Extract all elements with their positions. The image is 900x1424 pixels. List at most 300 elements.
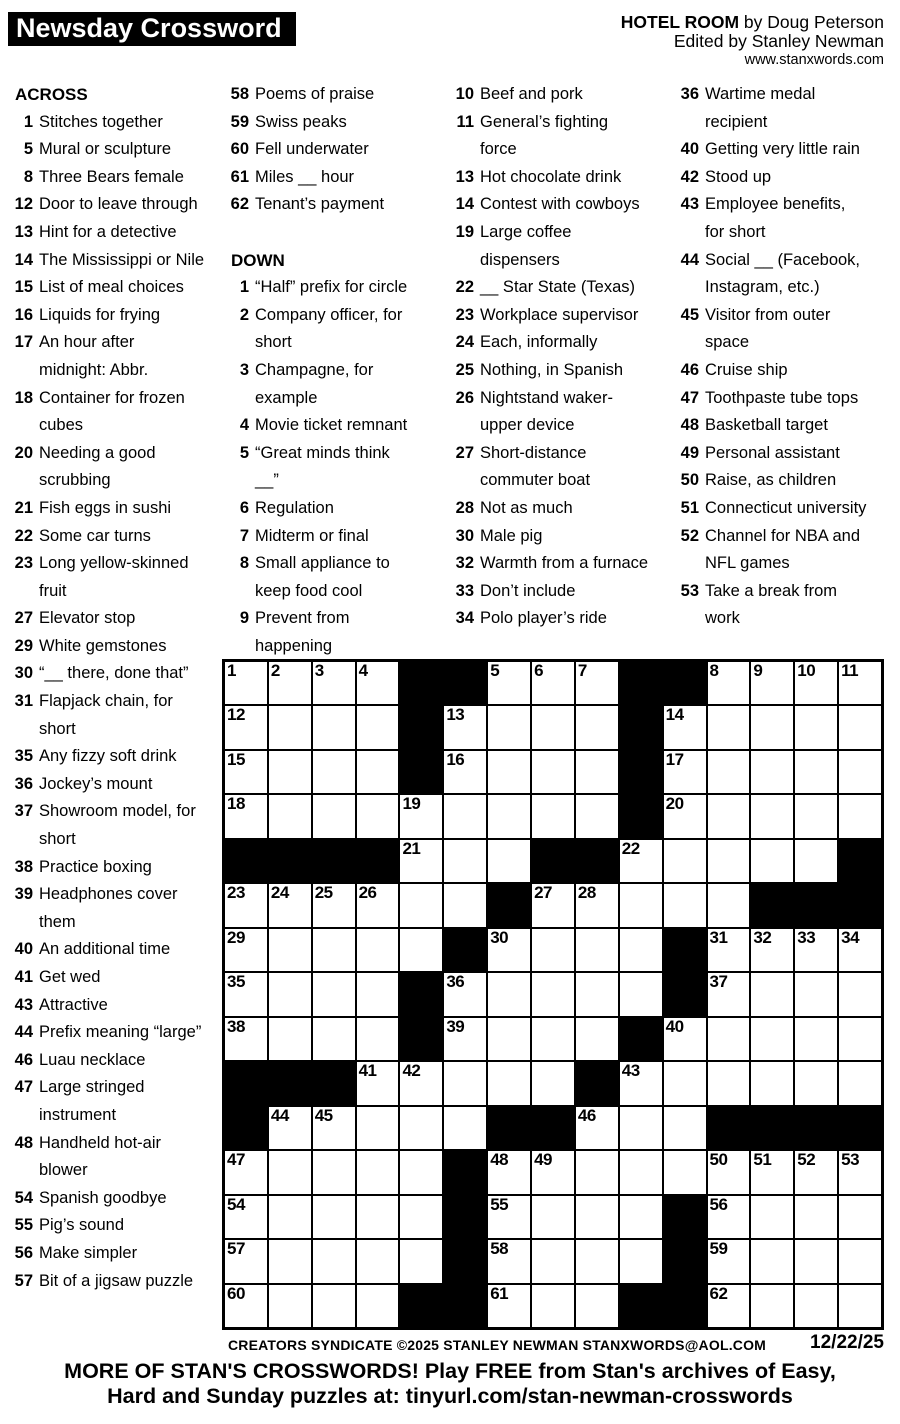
grid-cell[interactable] [619,1106,663,1150]
clue-number: 45 [680,305,699,324]
grid-cell[interactable] [750,661,794,705]
grid-cell[interactable] [399,928,443,972]
grid-cell[interactable] [531,1195,575,1239]
clue-across-36 [12,771,205,799]
clue-text: Door to leave through [39,195,198,214]
grid-cell[interactable] [487,1195,531,1239]
grid-cell[interactable] [575,1284,619,1328]
grid-cell[interactable] [224,661,268,705]
grid-cell[interactable] [575,1017,619,1061]
grid-cell[interactable] [619,1195,663,1239]
cell-number: 14 [665,705,684,725]
cell-number: 43 [621,1061,640,1081]
grid-cell[interactable] [531,705,575,749]
grid-cell[interactable] [268,1106,312,1150]
clue-number: 14 [455,195,474,214]
grid-cell[interactable] [707,839,751,883]
grid-cell[interactable] [750,750,794,794]
grid-cell[interactable] [312,1150,356,1194]
grid-cell[interactable] [838,1017,882,1061]
grid-cell[interactable] [312,1106,356,1150]
clue-number: 1 [239,278,249,297]
grid-cell[interactable] [443,1017,487,1061]
clue-down-45 [678,302,868,357]
grid-cell[interactable] [487,750,531,794]
grid-cell[interactable] [750,1061,794,1105]
grid-cell-black [619,1017,663,1061]
clue-number: 37 [14,802,33,821]
clue-number: 46 [14,1050,33,1069]
grid-cell-black [838,883,882,927]
grid-cell[interactable] [399,883,443,927]
cell-number: 18 [227,794,245,814]
grid-cell[interactable] [224,1017,268,1061]
clue-text: Company officer, for short [255,305,403,352]
clue-number: 54 [14,1188,33,1207]
grid-cell[interactable] [224,1195,268,1239]
cell-number: 26 [358,883,377,903]
clue-text: Personal assistant [705,443,840,462]
grid-cell[interactable] [268,972,312,1016]
grid-cell[interactable] [268,1284,312,1328]
clue-text: Fish eggs in sushi [39,498,172,517]
grid-cell[interactable] [268,661,312,705]
cell-number: 12 [227,705,245,725]
grid-cell[interactable] [838,1061,882,1105]
grid-cell-black [575,1061,619,1105]
grid-cell[interactable] [794,1284,838,1328]
grid-cell[interactable] [531,750,575,794]
clue-column-across [12,81,205,1295]
grid-cell[interactable] [619,839,663,883]
grid-cell[interactable] [575,883,619,927]
clue-across-29 [12,633,205,661]
grid-cell[interactable] [663,839,707,883]
grid-cell[interactable] [575,1195,619,1239]
grid-cell[interactable] [224,883,268,927]
cell-number: 7 [577,661,587,680]
grid-cell[interactable] [750,839,794,883]
grid-cell[interactable] [619,1150,663,1194]
grid-cell[interactable] [750,972,794,1016]
grid-cell-black [399,1017,443,1061]
promo-line-2: Hard and Sunday puzzles at: tinyurl.com/stan-newman-crosswords [107,1384,793,1408]
clue-down-43 [678,191,868,246]
clue-number: 57 [14,1271,33,1290]
clue-number: 22 [455,278,474,297]
grid-cell[interactable] [312,794,356,838]
grid-cell[interactable] [224,705,268,749]
clue-number: 48 [14,1133,33,1152]
clue-down-44 [678,247,868,302]
clue-text: Hint for a detective [39,222,177,241]
grid-cell[interactable] [487,839,531,883]
grid-cell[interactable] [575,794,619,838]
cell-number: 1 [227,661,236,680]
grid-cell[interactable] [575,928,619,972]
grid-cell[interactable] [663,1017,707,1061]
grid-cell[interactable] [224,928,268,972]
cell-number: 41 [358,1061,377,1081]
grid-cell[interactable] [356,1106,400,1150]
clue-text: Swiss peaks [255,112,347,131]
clue-text: Bit of a jigsaw puzzle [39,1271,194,1290]
clue-number: 47 [680,388,699,407]
grid-cell-black [356,839,400,883]
clue-down-48 [678,412,868,440]
grid-cell[interactable] [794,928,838,972]
grid-cell[interactable] [268,1017,312,1061]
grid-cell[interactable] [356,928,400,972]
clue-text: Flapjack chain, for short [39,692,173,738]
clue-number: 61 [230,167,249,186]
grid-cell[interactable] [794,1017,838,1061]
clue-number: 12 [14,195,33,214]
clue-text: Channel for NBA and NFL games [705,526,861,573]
grid-cell[interactable] [224,794,268,838]
grid-cell[interactable] [707,794,751,838]
clue-number: 2 [239,305,249,324]
clue-text: Elevator stop [39,609,136,628]
clue-text: Three Bears female [39,167,184,186]
clue-across-54 [12,1185,205,1213]
grid-cell[interactable] [794,1150,838,1194]
grid-cell[interactable] [224,1239,268,1283]
grid-cell[interactable] [399,1061,443,1105]
grid-cell[interactable] [487,794,531,838]
grid-cell[interactable] [356,883,400,927]
grid-cell[interactable] [268,750,312,794]
clue-text: Midterm or final [255,526,369,545]
grid-cell-black [794,1106,838,1150]
grid-cell[interactable] [794,1239,838,1283]
grid-cell[interactable] [224,1150,268,1194]
grid-cell[interactable] [707,883,751,927]
grid-cell[interactable] [663,1150,707,1194]
clue-text: Tenant’s payment [255,195,385,214]
grid-cell[interactable] [399,1106,443,1150]
clue-down-7 [228,523,418,551]
clue-across-37 [12,798,205,853]
grid-cell[interactable] [399,839,443,883]
grid-cell[interactable] [663,883,707,927]
grid-cell[interactable] [750,928,794,972]
grid-cell-black [531,1106,575,1150]
grid-cell[interactable] [794,705,838,749]
grid-cell[interactable] [312,705,356,749]
clue-text: Small appliance to keep food cool [255,554,390,600]
grid-cell[interactable] [707,661,751,705]
grid-cell[interactable] [443,1061,487,1105]
grid-cell[interactable] [838,794,882,838]
grid-cell[interactable] [312,661,356,705]
grid-cell[interactable] [838,1284,882,1328]
clue-across-55 [12,1212,205,1240]
grid-cell[interactable] [268,1239,312,1283]
grid-cell[interactable] [750,1017,794,1061]
grid-cell[interactable] [838,972,882,1016]
clue-down-32 [453,550,649,578]
grid-cell[interactable] [268,928,312,972]
clue-number: 53 [680,581,699,600]
grid-cell[interactable] [356,972,400,1016]
clue-number: 60 [230,140,249,159]
grid-cell[interactable] [575,705,619,749]
grid-cell[interactable] [707,1150,751,1194]
cell-number: 36 [446,972,465,992]
grid-cell[interactable] [619,972,663,1016]
clue-text: Make simpler [39,1243,138,1262]
clue-number: 7 [239,526,249,545]
grid-cell[interactable] [531,972,575,1016]
clue-across-23 [12,550,205,605]
grid-cell[interactable] [750,1150,794,1194]
clue-number: 56 [14,1243,33,1262]
clue-text: Liquids for frying [39,305,161,324]
clue-down-6 [228,495,418,523]
grid-cell[interactable] [356,794,400,838]
masthead-title: Newsday Crossword [8,12,296,46]
grid-cell[interactable] [575,1150,619,1194]
grid-cell[interactable] [707,928,751,972]
grid-cell[interactable] [838,661,882,705]
clue-number: 62 [230,195,249,214]
cell-number: 49 [534,1150,552,1170]
grid-cell[interactable] [619,928,663,972]
grid-cell[interactable] [794,839,838,883]
grid-cell[interactable] [619,883,663,927]
grid-cell[interactable] [443,1106,487,1150]
grid-cell[interactable] [663,1061,707,1105]
grid-cell[interactable] [794,794,838,838]
grid-cell[interactable] [443,972,487,1016]
clue-section-header-across: ACROSS [15,85,88,104]
grid-cell[interactable] [707,1061,751,1105]
grid-cell[interactable] [399,1239,443,1283]
grid-cell[interactable] [531,1017,575,1061]
grid-cell[interactable] [707,750,751,794]
clue-text: Raise, as children [705,471,837,490]
grid-cell[interactable] [794,1061,838,1105]
grid-cell[interactable] [838,928,882,972]
grid-cell[interactable] [707,1239,751,1283]
grid-cell[interactable] [312,1017,356,1061]
grid-cell[interactable] [224,972,268,1016]
grid-cell[interactable] [750,705,794,749]
grid-cell[interactable] [356,705,400,749]
cell-number: 56 [709,1194,728,1214]
grid-cell[interactable] [707,972,751,1016]
grid-cell[interactable] [356,1239,400,1283]
cell-number: 62 [709,1283,728,1303]
clue-down-9 [228,605,418,660]
grid-cell[interactable] [312,1195,356,1239]
clue-text: Nightstand waker-upper device [480,388,613,435]
clue-number: 46 [680,360,699,379]
clue-text: Employee benefits, for short [705,195,846,241]
grid-cell[interactable] [838,1195,882,1239]
grid-cell[interactable] [443,705,487,749]
clue-number: 18 [14,388,33,407]
grid-cell[interactable] [838,1239,882,1283]
clue-text: Needing a good scrubbing [39,443,156,490]
clue-down-27 [453,440,649,495]
grid-cell[interactable] [312,928,356,972]
cell-number: 32 [753,927,772,947]
grid-cell[interactable] [487,972,531,1016]
grid-cell[interactable] [487,1017,531,1061]
cell-number: 3 [314,661,324,680]
grid-cell[interactable] [619,1061,663,1105]
grid-cell[interactable] [838,705,882,749]
cell-number: 30 [490,927,509,947]
grid-cell[interactable] [487,1239,531,1283]
grid-cell[interactable] [487,1284,531,1328]
grid-cell[interactable] [707,705,751,749]
grid-cell[interactable] [575,972,619,1016]
grid-cell[interactable] [575,750,619,794]
grid-cell[interactable] [356,661,400,705]
puzzle-byline: by Doug Peterson [739,12,884,32]
grid-cell[interactable] [312,1239,356,1283]
cell-number: 17 [665,749,684,769]
clue-across-20 [12,440,205,495]
clue-across-18 [12,385,205,440]
grid-cell[interactable] [794,972,838,1016]
grid-cell[interactable] [312,750,356,794]
grid-cell[interactable] [794,750,838,794]
clue-text: Large coffee dispensers [480,222,572,269]
grid-cell[interactable] [575,1239,619,1283]
grid-cell[interactable] [268,1195,312,1239]
grid-cell[interactable] [838,750,882,794]
grid-cell[interactable] [794,1195,838,1239]
grid-cell-black [663,661,707,705]
grid-cell[interactable] [663,1106,707,1150]
editor-credit: Edited by Stanley Newman [673,31,884,51]
grid-cell[interactable] [531,883,575,927]
clue-text: Beef and pork [480,85,583,103]
clue-text: __ Star State (Texas) [480,278,635,297]
grid-cell[interactable] [268,705,312,749]
grid-cell[interactable] [487,661,531,705]
clue-number: 19 [455,222,474,241]
grid-cell-black [838,839,882,883]
grid-cell[interactable] [399,794,443,838]
cell-number: 42 [402,1061,421,1081]
grid-cell[interactable] [356,1017,400,1061]
grid-cell[interactable] [487,928,531,972]
grid-cell[interactable] [224,750,268,794]
grid-cell[interactable] [750,794,794,838]
grid-cell[interactable] [531,794,575,838]
grid-cell[interactable] [707,1195,751,1239]
grid-cell[interactable] [575,1106,619,1150]
syndicate-credit: CREATORS SYNDICATE ©2025 STANLEY NEWMAN STANXWORDS@AOL.COM [228,1337,767,1353]
grid-cell[interactable] [224,1284,268,1328]
grid-cell[interactable] [750,1239,794,1283]
clue-down-50 [678,467,868,495]
clue-down-4 [228,412,418,440]
grid-cell[interactable] [443,839,487,883]
grid-cell[interactable] [312,972,356,1016]
grid-cell[interactable] [575,661,619,705]
grid-cell[interactable] [707,1017,751,1061]
grid-cell-black [707,1106,751,1150]
grid-cell[interactable] [268,794,312,838]
clue-text: The Mississippi or Nile [39,250,205,269]
grid-cell[interactable] [750,1284,794,1328]
clue-across-41 [12,964,205,992]
clue-text: Headphones cover them [39,885,178,931]
grid-cell[interactable] [663,750,707,794]
clue-text: Fell underwater [255,140,369,159]
grid-cell[interactable] [356,1195,400,1239]
grid-cell[interactable] [619,1239,663,1283]
grid-cell[interactable] [531,928,575,972]
clue-number: 30 [14,664,33,683]
grid-cell-black [663,972,707,1016]
clue-number: 55 [14,1216,33,1235]
grid-cell[interactable] [268,883,312,927]
clue-text: Connecticut university [705,498,867,517]
grid-cell[interactable] [663,705,707,749]
clue-down-25 [453,357,649,385]
grid-cell-black [399,972,443,1016]
cell-number: 9 [753,661,763,680]
grid-cell[interactable] [487,705,531,749]
grid-cell[interactable] [838,1150,882,1194]
grid-cell[interactable] [399,1195,443,1239]
clue-number: 35 [14,747,33,766]
grid-cell[interactable] [531,1239,575,1283]
clue-across-60 [228,136,418,164]
clue-number: 20 [14,443,33,462]
grid-cell[interactable] [356,1284,400,1328]
grid-cell[interactable] [443,883,487,927]
grid-cell[interactable] [443,794,487,838]
grid-cell[interactable] [356,750,400,794]
clue-text: Container for frozen cubes [39,388,185,435]
clue-down-40 [678,136,868,164]
grid-cell-black [399,750,443,794]
grid-cell[interactable] [312,1284,356,1328]
grid-cell[interactable] [356,1061,400,1105]
grid-cell[interactable] [487,1150,531,1194]
clue-across-30 [12,660,205,688]
grid-cell[interactable] [443,750,487,794]
grid-cell[interactable] [487,1061,531,1105]
grid-cell[interactable] [531,1284,575,1328]
clue-text: “__ there, done that” [39,664,189,683]
grid-cell[interactable] [750,1195,794,1239]
grid-cell[interactable] [707,1284,751,1328]
clue-text: An additional time [39,940,171,959]
grid-cell[interactable] [399,1150,443,1194]
grid-cell[interactable] [356,1150,400,1194]
grid-cell[interactable] [794,661,838,705]
grid-cell[interactable] [312,883,356,927]
grid-cell-black [750,883,794,927]
grid-cell[interactable] [531,1150,575,1194]
clue-across-46 [12,1047,205,1075]
grid-cell[interactable] [531,661,575,705]
grid-cell[interactable] [531,1061,575,1105]
grid-cell[interactable] [663,794,707,838]
cell-number: 50 [709,1150,728,1170]
grid-cell[interactable] [268,1150,312,1194]
cell-number: 29 [227,927,245,947]
